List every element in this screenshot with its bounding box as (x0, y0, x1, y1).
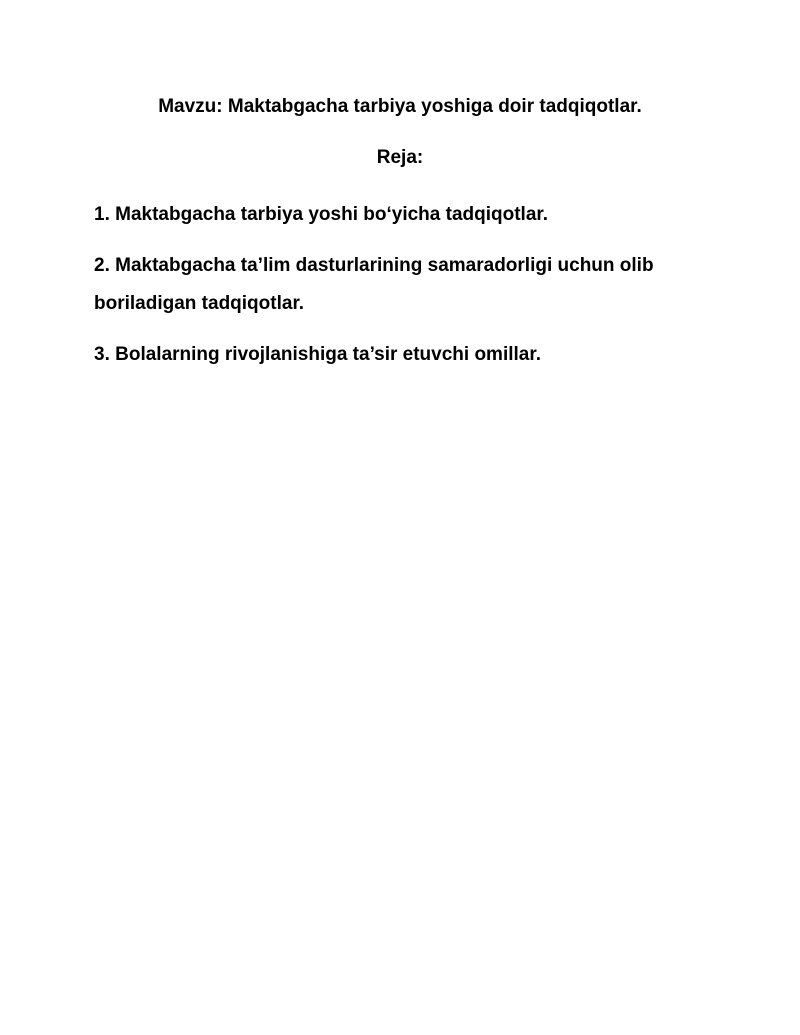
plan-item-1: 1. Maktabgacha tarbiya yoshi bo‘yicha tadqiqotlar. (94, 204, 549, 225)
plan-list (94, 196, 714, 387)
plan-item-3: 3. Bolalarning rivojlanishiga ta’sir etuvchi omillar. (94, 344, 541, 365)
document-title: Mavzu: Maktabgacha tarbiya yoshiga doir tadqiqotlar. (158, 96, 642, 117)
plan-heading: Reja: (376, 147, 424, 168)
plan-item-2: 2. Maktabgacha ta’lim dasturlarining samaradorligi uchun olib boriladigan tadqiqotlar. (94, 255, 654, 314)
